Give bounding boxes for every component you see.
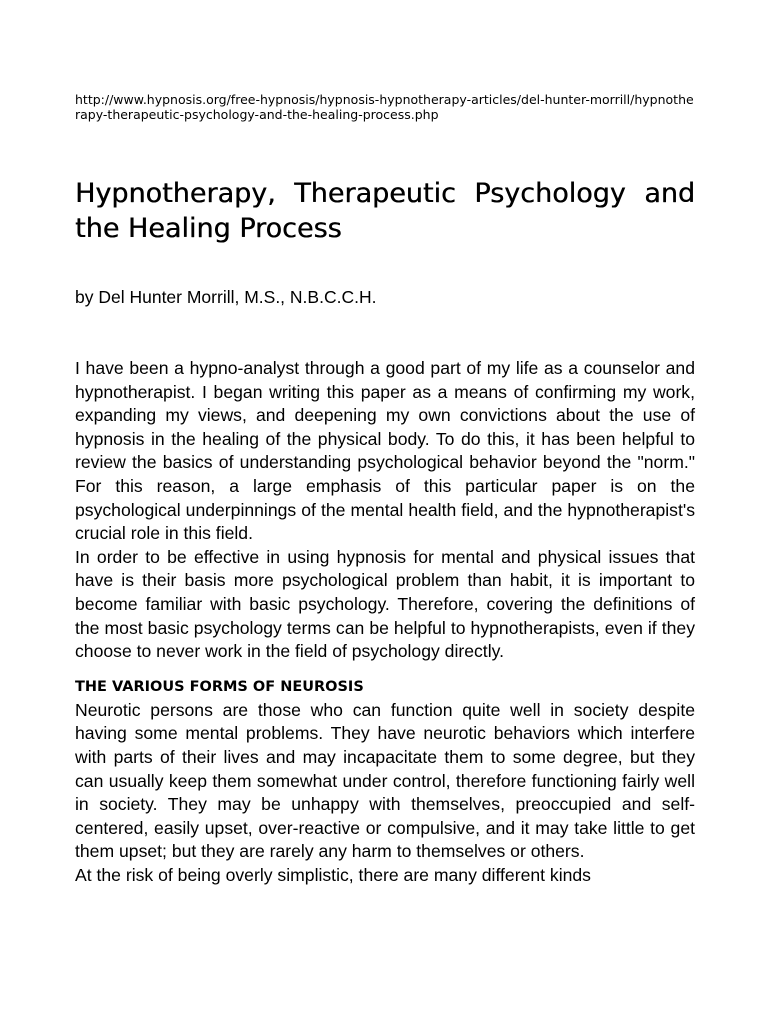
source-url[interactable]: http://www.hypnosis.org/free-hypnosis/hypnosis-hypnotherapy-articles/del-hunter-morrill/hypnotherapy-therapeutic-psychology-and-the-healing-process.php xyxy=(75,92,694,122)
author-byline: by Del Hunter Morrill, M.S., N.B.C.C.H. xyxy=(75,287,377,307)
page-title: Hypnotherapy, Therapeutic Psychology and the Healing Process xyxy=(75,178,695,244)
paragraph-neurosis: Neurotic persons are those who can function quite well in society despite having some mental problems. They have neurotic behaviors which interfere with parts of their lives and may incapacitate them to some degree, but they can usually keep them somewhat under control, therefore functioning fairly well in society. They may be unhappy with themselves, preoccupied and self-centered, easily upset, over-reactive or compulsive, and it may take little to get them upset; but they are rarely any harm to themselves or others. xyxy=(75,699,695,862)
section-heading: THE VARIOUS FORMS OF NEUROSIS xyxy=(75,678,364,695)
paragraph-purpose: In order to be effective in using hypnosis for mental and physical issues that have is their basis more psychological problem than habit, it is important to become familiar with basic psychology. Therefore, covering the definitions of the most basic psychology terms can be helpful to hypnotherapists, even if they choose to never work in the field of psychology directly. xyxy=(75,546,695,662)
paragraph-intro: I have been a hypno-analyst through a good part of my life as a counselor and hypnotherapist. I began writing this paper as a means of confirming my work, expanding my views, and deepening my own convictions about the use of hypnosis in the healing of the physical body. To do this, it has been helpful to review the basics of understanding psychological behavior beyond the "norm." For this reason, a large emphasis of this particular paper is on the psychological underpinnings of the mental health field, and the hypnotherapist's crucial role in this field. xyxy=(75,358,695,544)
article-body xyxy=(75,357,695,887)
paragraph-continuation: At the risk of being overly simplistic, there are many different kinds xyxy=(75,864,591,885)
